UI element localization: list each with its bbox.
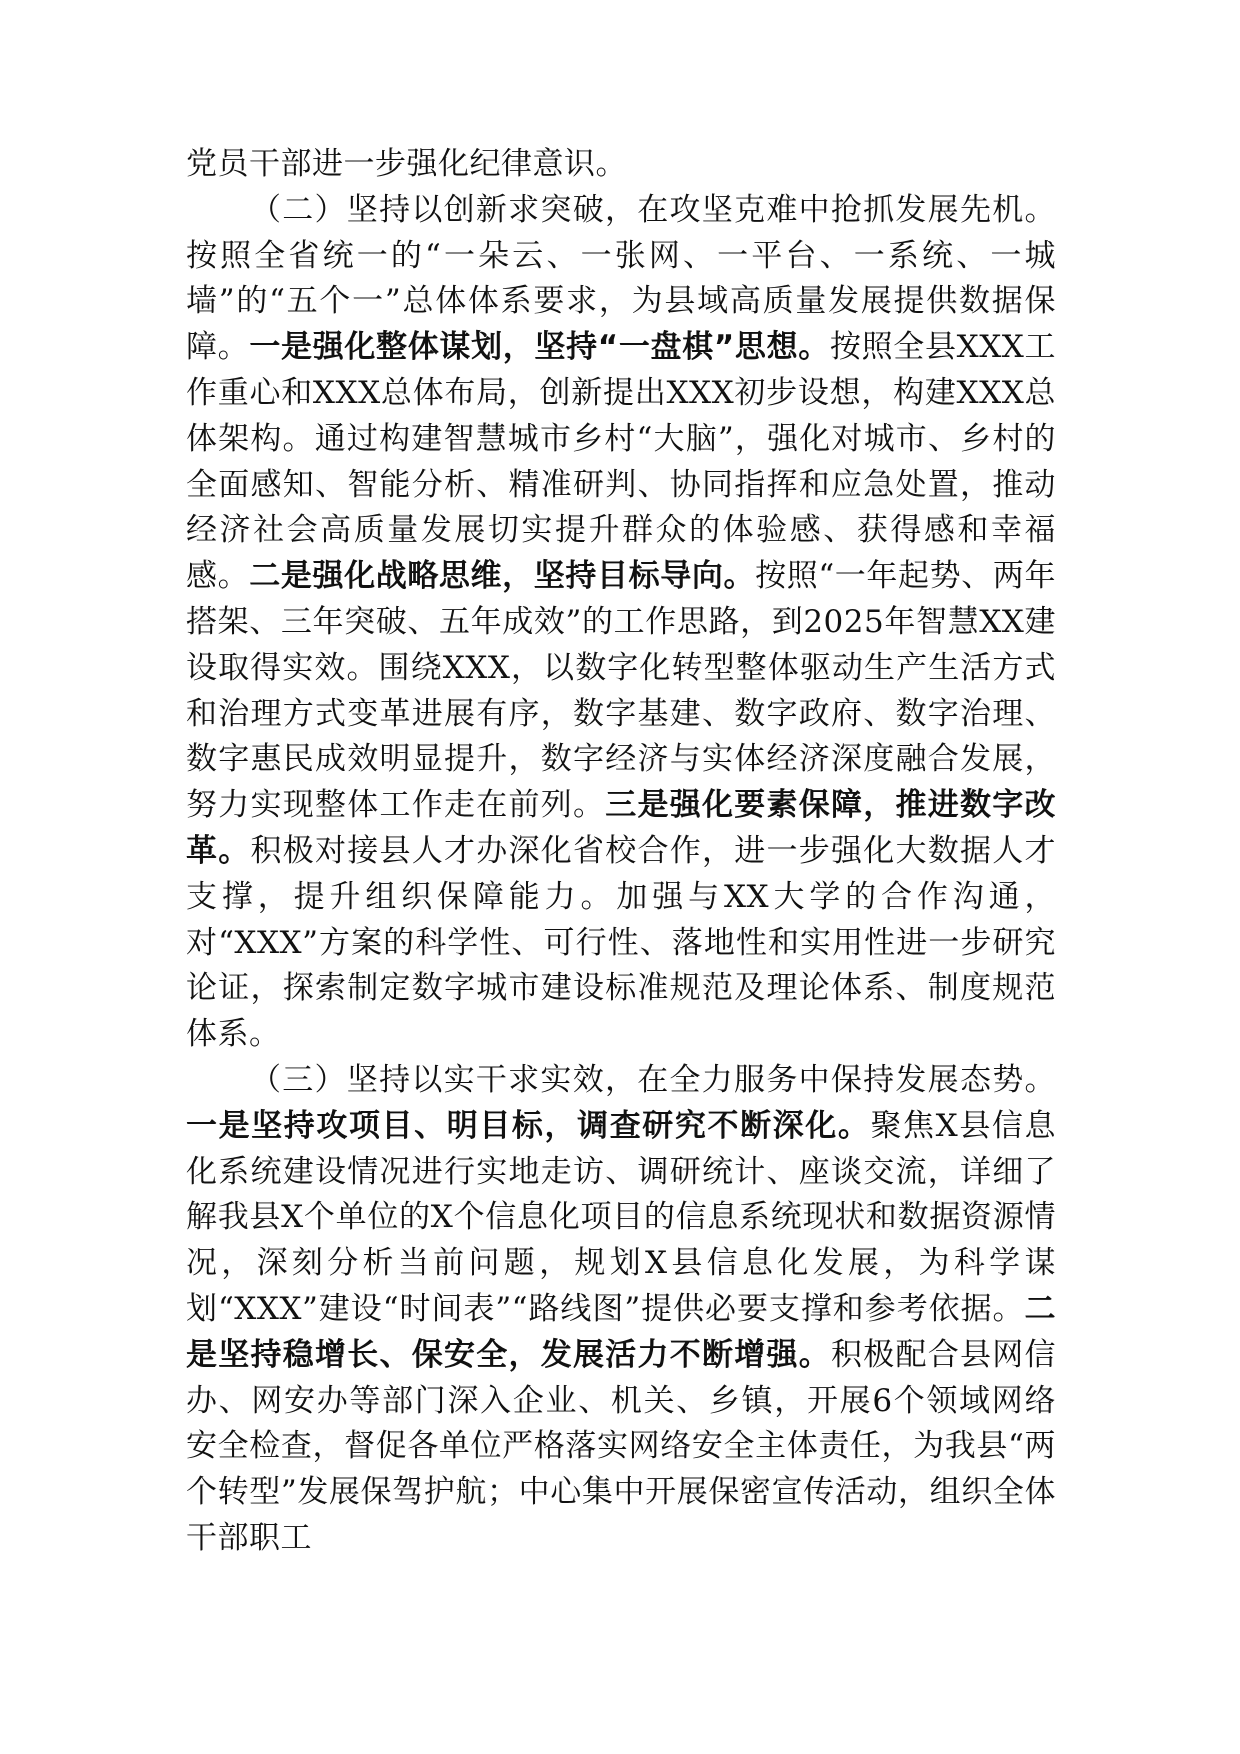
text-run: 积极配合县网信办、网安办等部门深入企业、机关、乡镇，开展6个领域网络安全检查，督促各单位严格落实网络安全主体责任，为我县“两个转型”发展保驾护航；中心集中开展保密宣传活动，组织全体干部职工 [186, 1336, 1056, 1556]
document-body [186, 142, 1056, 1562]
text-run: 按照全县XXX工作重心和XXX总体布局，创新提出XXX初步设想，构建XXX总体架构。通过构建智慧城市乡村“大脑”，强化对城市、乡村的全面感知、智能分析、精准研判、协同指挥和应急处置，推动经济社会高质量发展切实提升群众的体验感、获得感和幸福感。 [186, 329, 1057, 595]
bold-heading: 二是强化战略思维，坚持目标导向。 [249, 558, 756, 595]
paragraph-3 [186, 1058, 1056, 1562]
text-run: （二）坚持以创新求突破，在攻坚克难中抢抓发展先机。按照全省统一的“一朵云、一张网、一平台、一系统、一城墙”的“五个一”总体体系要求，为县域高质量发展提供数据保障。 [186, 191, 1056, 366]
bold-heading: 一是强化整体谋划，坚持“一盘棋”思想。 [249, 329, 830, 366]
text-run: （三）坚持以实干求实效，在全力服务中保持发展态势。 [250, 1061, 1056, 1098]
paragraph-1 [186, 142, 1056, 188]
text-run: 按照“一年起势、两年搭架、三年突破、五年成效”的工作思路，到2025年智慧XX建设取得实效。围绕XXX，以数字化转型整体驱动生产生活方式和治理方式变革进展有序，数字基建、数字政府、数字治理、数字惠民成效明显提升，数字经济与实体经济深度融合发展，努力实现整体工作走在前列。 [186, 558, 1056, 824]
bold-heading: 二是坚持稳增长、保安全，发展活力不断增强。 [186, 1290, 1056, 1373]
bold-heading: 一是坚持攻项目、明目标，调查研究不断深化。 [186, 1107, 871, 1144]
paragraph-2 [186, 188, 1056, 1058]
text-run: 积极对接县人才办深化省校合作，进一步强化大数据人才支撑，提升组织保障能力。加强与XX大学的合作沟通，对“XXX”方案的科学性、可行性、落地性和实用性进一步研究论证，探索制定数字城市建设标准规范及理论体系、制度规范体系。 [186, 832, 1056, 1053]
text-run: 党员干部进一步强化纪律意识。 [186, 146, 627, 182]
bold-heading: 三是强化要素保障，推进数字改革。 [186, 787, 1056, 869]
text-run: 聚焦X县信息化系统建设情况进行实地走访、调研统计、座谈交流，详细了解我县X个单位的X个信息化项目的信息系统现状和数据资源情况，深刻分析当前问题，规划X县信息化发展，为科学谋划“XXX”建设“时间表”“路线图”提供必要支撑和参考依据。 [186, 1107, 1057, 1327]
